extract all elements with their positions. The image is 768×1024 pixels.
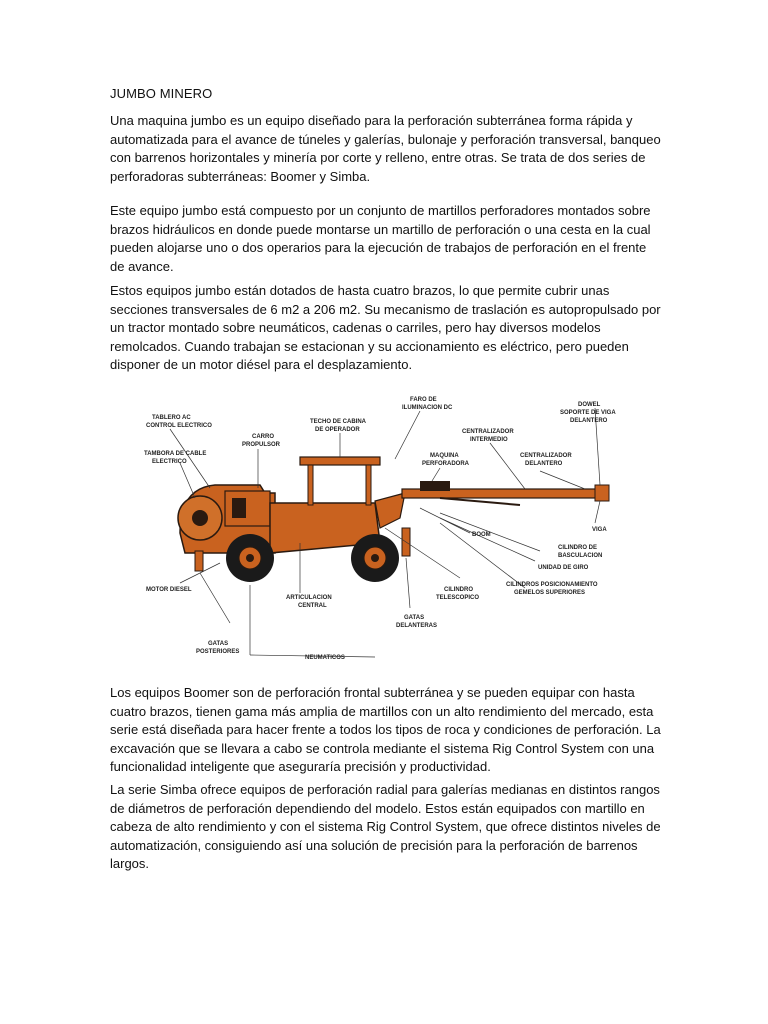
label-gatas-post: GATAS (208, 641, 229, 647)
paragraph-composition: Este equipo jumbo está compuesto por un conjunto de martillos perforadores montados sobre brazos hidráulicos en donde puede montarse un martillo de perforación o una cesta en la cual pueden alojarse uno o dos operarios para la ejecución de trabajos de perforación en el frente de avance. (110, 203, 651, 274)
label-centralizador-int: CENTRALIZADOR (462, 429, 514, 435)
paragraph-boomer: Los equipos Boomer son de perforación frontal subterránea y se pueden equipar con hasta cuatro brazos, tienen gama más amplia de martillos con un alto rendimiento del mercado, esta serie está diseñada para hacer frente a todos los tipos de roca y condiciones de perforación. La excavación que se llevara a cabo se controla mediante el sistema Rig Control System con una funcionalidad inteligente que aseguraría precisión y productividad. (110, 685, 661, 774)
label-gatas-del: GATAS (404, 615, 425, 621)
label-posteriores: POSTERIORES (196, 649, 240, 655)
label-techo: TECHO DE CABINA (310, 419, 367, 425)
label-viga: VIGA (592, 527, 607, 533)
label-control: CONTROL ELECTRICO (146, 423, 212, 429)
rear-jack (195, 551, 203, 571)
label-cilindro-tel: CILINDRO (444, 587, 473, 593)
label-neumaticos: NEUMATICOS (305, 655, 345, 661)
paragraph-arms: Estos equipos jumbo están dotados de hasta cuatro brazos, lo que permite cubrir unas secciones transversales de 6 m2 a 206 m2. Su mecanismo de traslación es autopropulsado por un tractor montado sobre neumáticos, cadenas o carriles, pero hay diversos modelos remolcados. Cuando trabajan se estacionan y su accionamiento es eléctrico, pero pueden disponer de un motor diésel para el desplazamiento. (110, 283, 661, 372)
label-central: CENTRAL (298, 603, 327, 609)
boom (375, 493, 405, 528)
label-articulacion: ARTICULACION (286, 595, 332, 601)
machine-drawing (178, 457, 609, 582)
label-iluminacion: ILUMINACION DC (402, 405, 453, 411)
label-motor: MOTOR DIESEL (146, 587, 192, 593)
label-telescopico: TELESCOPICO (436, 595, 480, 601)
label-propulsor: PROPULSOR (242, 442, 281, 448)
rear-wheel (226, 534, 274, 582)
jumbo-diagram (140, 393, 640, 663)
label-basculacion: BASCULACION (558, 553, 603, 559)
label-carro: CARRO (252, 434, 274, 440)
label-delantero-viga: DELANTERO (570, 418, 608, 424)
label-tambora: TAMBORA DE CABLE (144, 451, 207, 457)
paragraph-intro: Una maquina jumbo es un equipo diseñado para la perforación subterránea forma rápida y automatizada para el avance de túneles y galerías, bulonaje y perforación transversal, banqueo con barrenos horizontales y minería por corte y relleno, entre otras. Se trata de dos series de perforadoras subterráneas: Boomer y Simba. (110, 113, 661, 184)
label-gemelos: GEMELOS SUPERIORES (514, 590, 586, 596)
label-delanteras: DELANTERAS (396, 623, 438, 629)
label-cilindros-pos: CILINDROS POSICIONAMIENTO (506, 582, 598, 588)
label-intermedio: INTERMEDIO (470, 437, 508, 443)
label-faro: FARO DE (410, 397, 437, 403)
document-title: JUMBO MINERO (110, 86, 213, 101)
jumbo-diagram-svg (140, 393, 640, 663)
label-maquina: MAQUINA (430, 453, 459, 459)
label-operador: DE OPERADOR (315, 427, 360, 433)
label-tablero: TABLERO AC (152, 415, 191, 421)
label-boom: BOOM (472, 532, 491, 538)
drill-machine (420, 481, 450, 491)
engine-box (225, 491, 270, 526)
label-dowel: DOWEL (578, 402, 601, 408)
label-delantero: DELANTERO (525, 461, 563, 467)
label-electrico: ELECTRICO (152, 459, 187, 465)
label-perforadora: PERFORADORA (422, 461, 470, 467)
label-centralizador-del: CENTRALIZADOR (520, 453, 572, 459)
paragraph-simba: La serie Simba ofrece equipos de perforación radial para galerías medianas en distintos rangos de diámetros de perforación dependiendo del modelo. Estos están equipados con martillo en cabeza de alto rendimiento y con el sistema Rig Control System, que ofrece distintos niveles de automatización, consiguiendo así una solución de precisión para la perforación de barrenos largos. (110, 782, 661, 871)
label-unidad-giro: UNIDAD DE GIRO (538, 565, 589, 571)
front-wheel (351, 534, 399, 582)
label-cilindro-bas: CILINDRO DE (558, 545, 597, 551)
cabin-roof (300, 457, 380, 465)
label-soporte: SOPORTE DE VIGA (560, 410, 616, 416)
